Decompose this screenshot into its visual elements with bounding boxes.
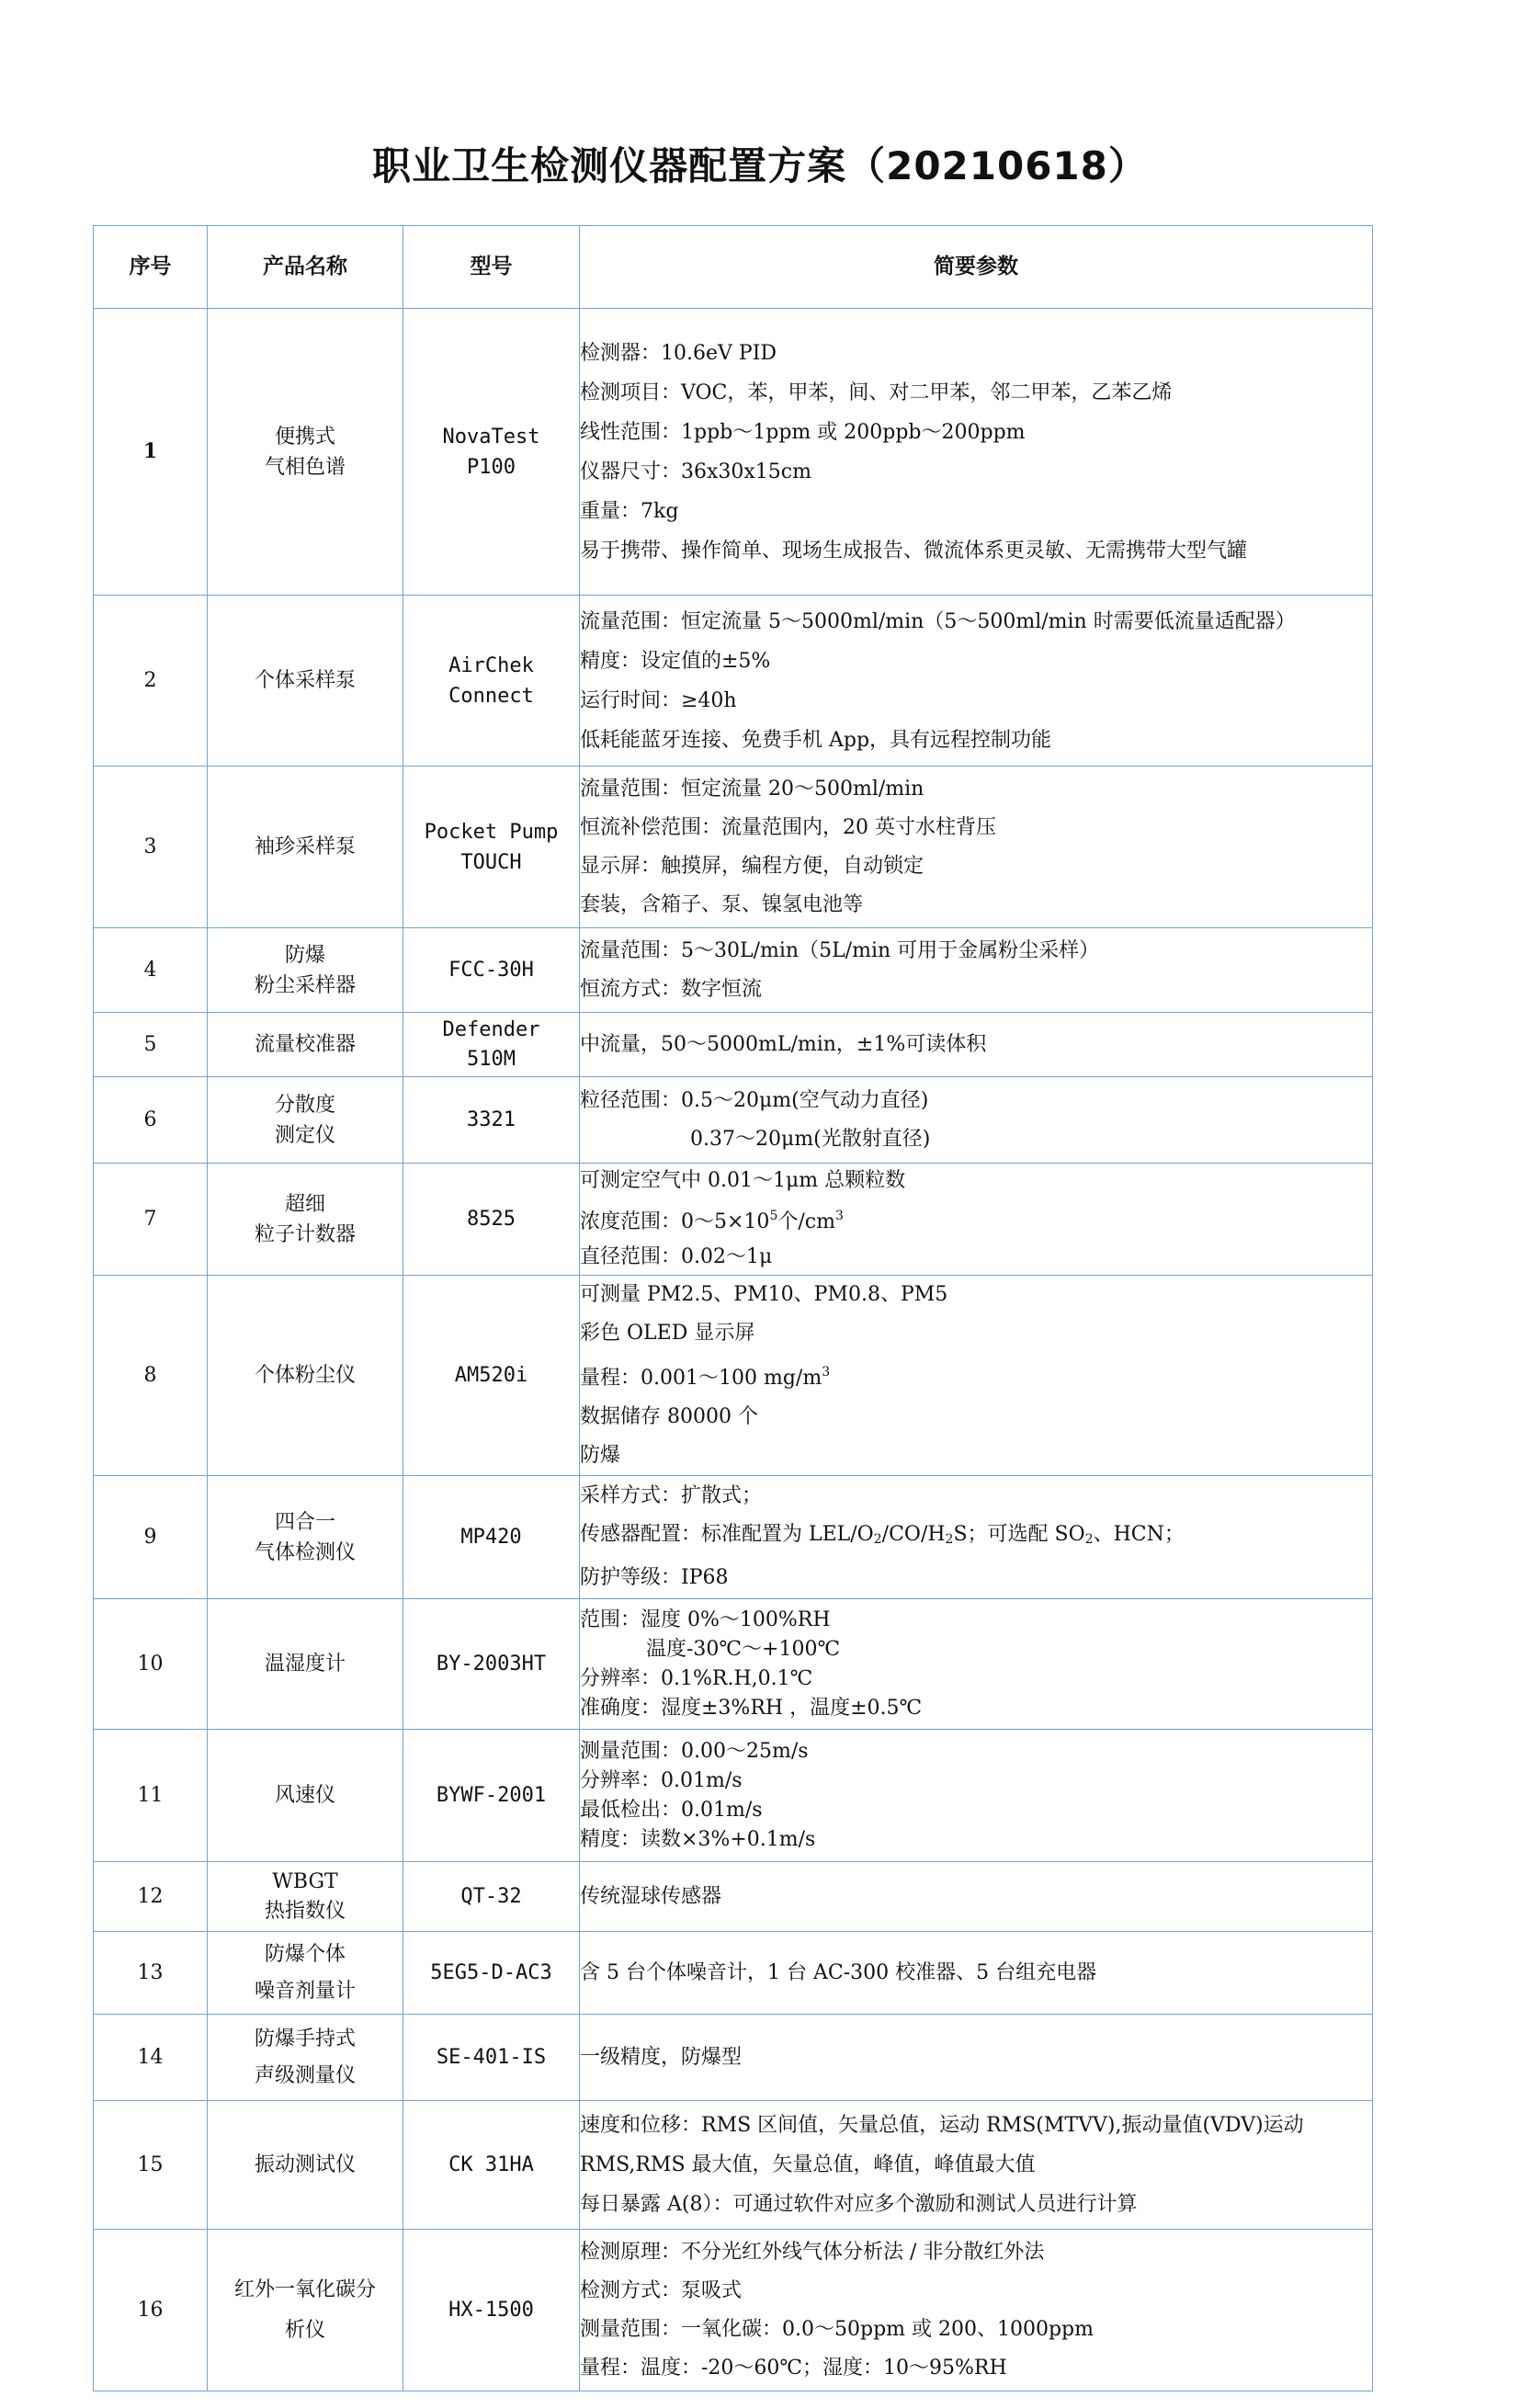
row-params: 流量范围：恒定流量 20～500ml/min 恒流补偿范围：流量范围内，20 英寸水柱背压 显示屏：触摸屏，编程方便，自动锁定 套装，含箱子、泵、镍氢电池等 [580, 767, 1373, 928]
row-name: 温湿度计 [208, 1599, 403, 1730]
row-no: 1 [94, 309, 208, 596]
row-model: 5EG5-D-AC3 [403, 1932, 580, 2015]
row-no: 10 [94, 1599, 208, 1730]
header-no: 序号 [94, 226, 208, 309]
row-no: 16 [94, 2230, 208, 2391]
row-no: 5 [94, 1013, 208, 1077]
row-name: 便携式 气相色谱 [208, 309, 403, 596]
row-params: 采样方式：扩散式； 传感器配置：标准配置为 LEL/$O_2/CO/H_2S$；可选配 $SO_2$、HCN； 防护等级：IP68 [580, 1476, 1373, 1599]
row-no: 13 [94, 1932, 208, 2015]
row-no: 11 [94, 1730, 208, 1862]
row-params: 范围：湿度 0%～100%RH 温度-30℃～+100℃ 分辨率：0.1%R.H,0.1℃ 准确度：湿度±3%RH ，温度±0.5℃ [580, 1599, 1373, 1730]
row-no: 12 [94, 1862, 208, 1932]
row-no: 7 [94, 1164, 208, 1276]
row-name: 个体粉尘仪 [208, 1276, 403, 1476]
row-no: 4 [94, 928, 208, 1013]
table-row [94, 1476, 1373, 1599]
table-row [94, 1862, 1373, 1932]
table-row [94, 1730, 1373, 1862]
row-model: Pocket Pump TOUCH [403, 767, 580, 928]
header-name: 产品名称 [208, 226, 403, 309]
table-row [94, 596, 1373, 767]
row-params: 粒径范围：0.5～20μm(空气动力直径) 0.37～20μm(光散射直径) [580, 1077, 1373, 1164]
row-params: 可测定空气中 0.01～1μm 总颗粒数 浓度范围：$0\sim 5\times 10^5$个$/cm^3$ 直径范围：0.02～1μ [580, 1164, 1373, 1276]
instrument-config-table [93, 225, 1373, 2391]
table-row [94, 1077, 1373, 1164]
row-model: NovaTest P100 [403, 309, 580, 596]
row-name: 风速仪 [208, 1730, 403, 1862]
row-model: MP420 [403, 1476, 580, 1599]
row-model: BY-2003HT [403, 1599, 580, 1730]
table-row [94, 309, 1373, 596]
table-row [94, 928, 1373, 1013]
row-params: 测量范围：0.00～25m/s 分辨率：0.01m/s 最低检出：0.01m/s 精度：读数×3%+0.1m/s [580, 1730, 1373, 1862]
row-no: 9 [94, 1476, 208, 1599]
row-name: 袖珍采样泵 [208, 767, 403, 928]
row-model: SE-401-IS [403, 2015, 580, 2101]
row-params: 检测器：10.6eV PID 检测项目：VOC，苯，甲苯，间、对二甲苯，邻二甲苯，乙苯乙烯 线性范围：1ppb～1ppm 或 200ppb～200ppm 仪器尺寸：36x30x15cm 重量：7kg 易于携带、操作简单、现场生成报告、微流体系更灵敏、无需携带大型气罐 [580, 309, 1373, 596]
row-name: 超细 粒子计数器 [208, 1164, 403, 1276]
row-model: CK 31HA [403, 2101, 580, 2230]
row-name: 防爆 粉尘采样器 [208, 928, 403, 1013]
table-row [94, 2101, 1373, 2230]
table-header-row [94, 226, 1373, 309]
row-params: 中流量，50～5000mL/min，±1%可读体积 [580, 1013, 1373, 1077]
row-no: 8 [94, 1276, 208, 1476]
row-name: 防爆个体 噪音剂量计 [208, 1932, 403, 2015]
row-name: 分散度 测定仪 [208, 1077, 403, 1164]
table-row [94, 2015, 1373, 2101]
row-params: 速度和位移：RMS 区间值，矢量总值，运动 RMS(MTVV),振动量值(VDV)运动 RMS,RMS 最大值，矢量总值，峰值，峰值最大值 每日暴露 A(8）：可通过软件对应多个激励和测试人员进行计算 [580, 2101, 1373, 2230]
row-no: 3 [94, 767, 208, 928]
row-model: Defender 510M [403, 1013, 580, 1077]
row-model: AM520i [403, 1276, 580, 1476]
row-model: FCC-30H [403, 928, 580, 1013]
row-model: 3321 [403, 1077, 580, 1164]
row-name: WBGT 热指数仪 [208, 1862, 403, 1932]
row-name: 振动测试仪 [208, 2101, 403, 2230]
table-row [94, 1164, 1373, 1276]
row-params: 检测原理：不分光红外线气体分析法 / 非分散红外法 检测方式：泵吸式 测量范围：一氧化碳：0.0～50ppm 或 200、1000ppm 量程：温度：-20～60℃；湿度：10～95%RH [580, 2230, 1373, 2391]
table-row [94, 767, 1373, 928]
row-name: 防爆手持式 声级测量仪 [208, 2015, 403, 2101]
row-params: 流量范围：5～30L/min（5L/min 可用于金属粉尘采样） 恒流方式：数字恒流 [580, 928, 1373, 1013]
row-params: 流量范围：恒定流量 5～5000ml/min（5～500ml/min 时需要低流量适配器） 精度：设定值的±5% 运行时间：≥40h 低耗能蓝牙连接、免费手机 App，具有远程控制功能 [580, 596, 1373, 767]
row-name: 四合一 气体检测仪 [208, 1476, 403, 1599]
row-params: 传统湿球传感器 [580, 1862, 1373, 1932]
row-no: 2 [94, 596, 208, 767]
row-name: 红外一氧化碳分 析仪 [208, 2230, 403, 2391]
row-name: 流量校准器 [208, 1013, 403, 1077]
row-model: QT-32 [403, 1862, 580, 1932]
row-no: 14 [94, 2015, 208, 2101]
row-params: 含 5 台个体噪音计，1 台 AC-300 校准器、5 台组充电器 [580, 1932, 1373, 2015]
header-params: 简要参数 [580, 226, 1373, 309]
row-params: 一级精度，防爆型 [580, 2015, 1373, 2101]
table-row [94, 1932, 1373, 2015]
header-model: 型号 [403, 226, 580, 309]
row-no: 6 [94, 1077, 208, 1164]
row-model: HX-1500 [403, 2230, 580, 2391]
row-model: 8525 [403, 1164, 580, 1276]
row-name: 个体采样泵 [208, 596, 403, 767]
table-row [94, 1013, 1373, 1077]
table-row [94, 1276, 1373, 1476]
table-row [94, 1599, 1373, 1730]
row-model: BYWF-2001 [403, 1730, 580, 1862]
row-model: AirChek Connect [403, 596, 580, 767]
row-params: 可测量 PM2.5、PM10、PM0.8、PM5 彩色 OLED 显示屏 量程：0.001～100 $mg/m^3$ 数据储存 80000 个 防爆 [580, 1276, 1373, 1476]
row-no: 15 [94, 2101, 208, 2230]
page-title: 职业卫生检测仪器配置方案（20210618） [372, 143, 1148, 188]
table-row [94, 2230, 1373, 2391]
